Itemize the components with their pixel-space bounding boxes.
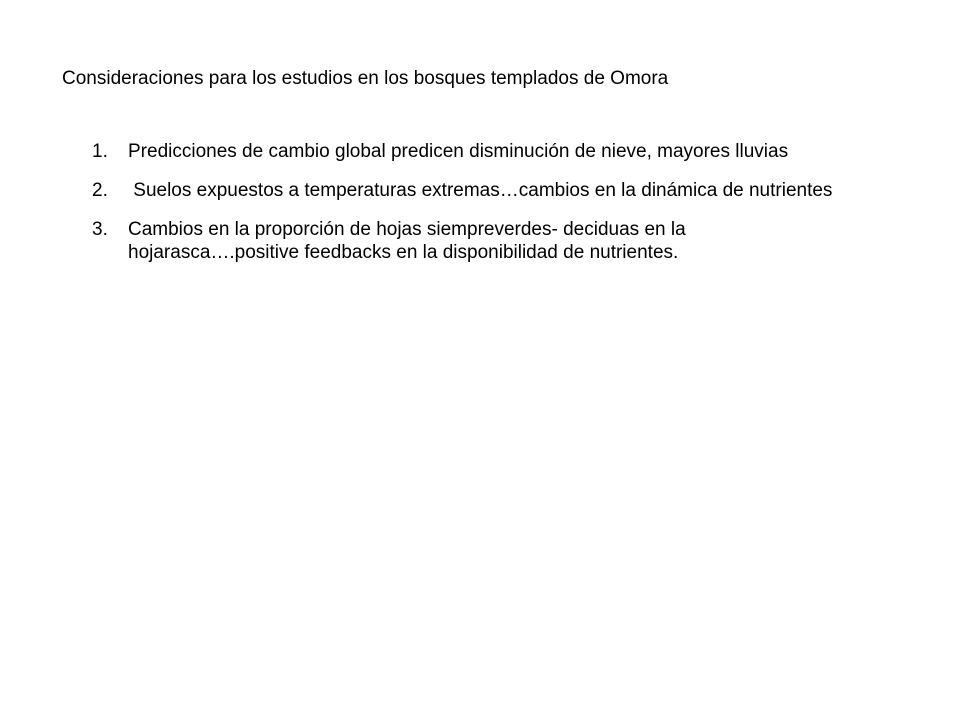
slide-title: Consideraciones para los estudios en los bosques templados de Omora <box>62 68 669 89</box>
list-item <box>92 218 852 264</box>
list-item <box>92 140 852 163</box>
list-item <box>92 179 852 202</box>
list-item-number: 1. <box>92 141 108 162</box>
list-item-text: Suelos expuestos a temperaturas extremas…cambios en la dinámica de nutrientes <box>128 180 833 201</box>
considerations-list <box>92 140 852 280</box>
list-item-text: Cambios en la proporción de hojas siempreverdes- deciduas en la hojarasca….positive feedbacks en la disponibilidad de nutrientes. <box>128 219 691 263</box>
list-item-number: 3. <box>92 219 108 240</box>
list-item-text: Predicciones de cambio global predicen disminución de nieve, mayores lluvias <box>128 141 789 162</box>
list-item-number: 2. <box>92 180 108 201</box>
